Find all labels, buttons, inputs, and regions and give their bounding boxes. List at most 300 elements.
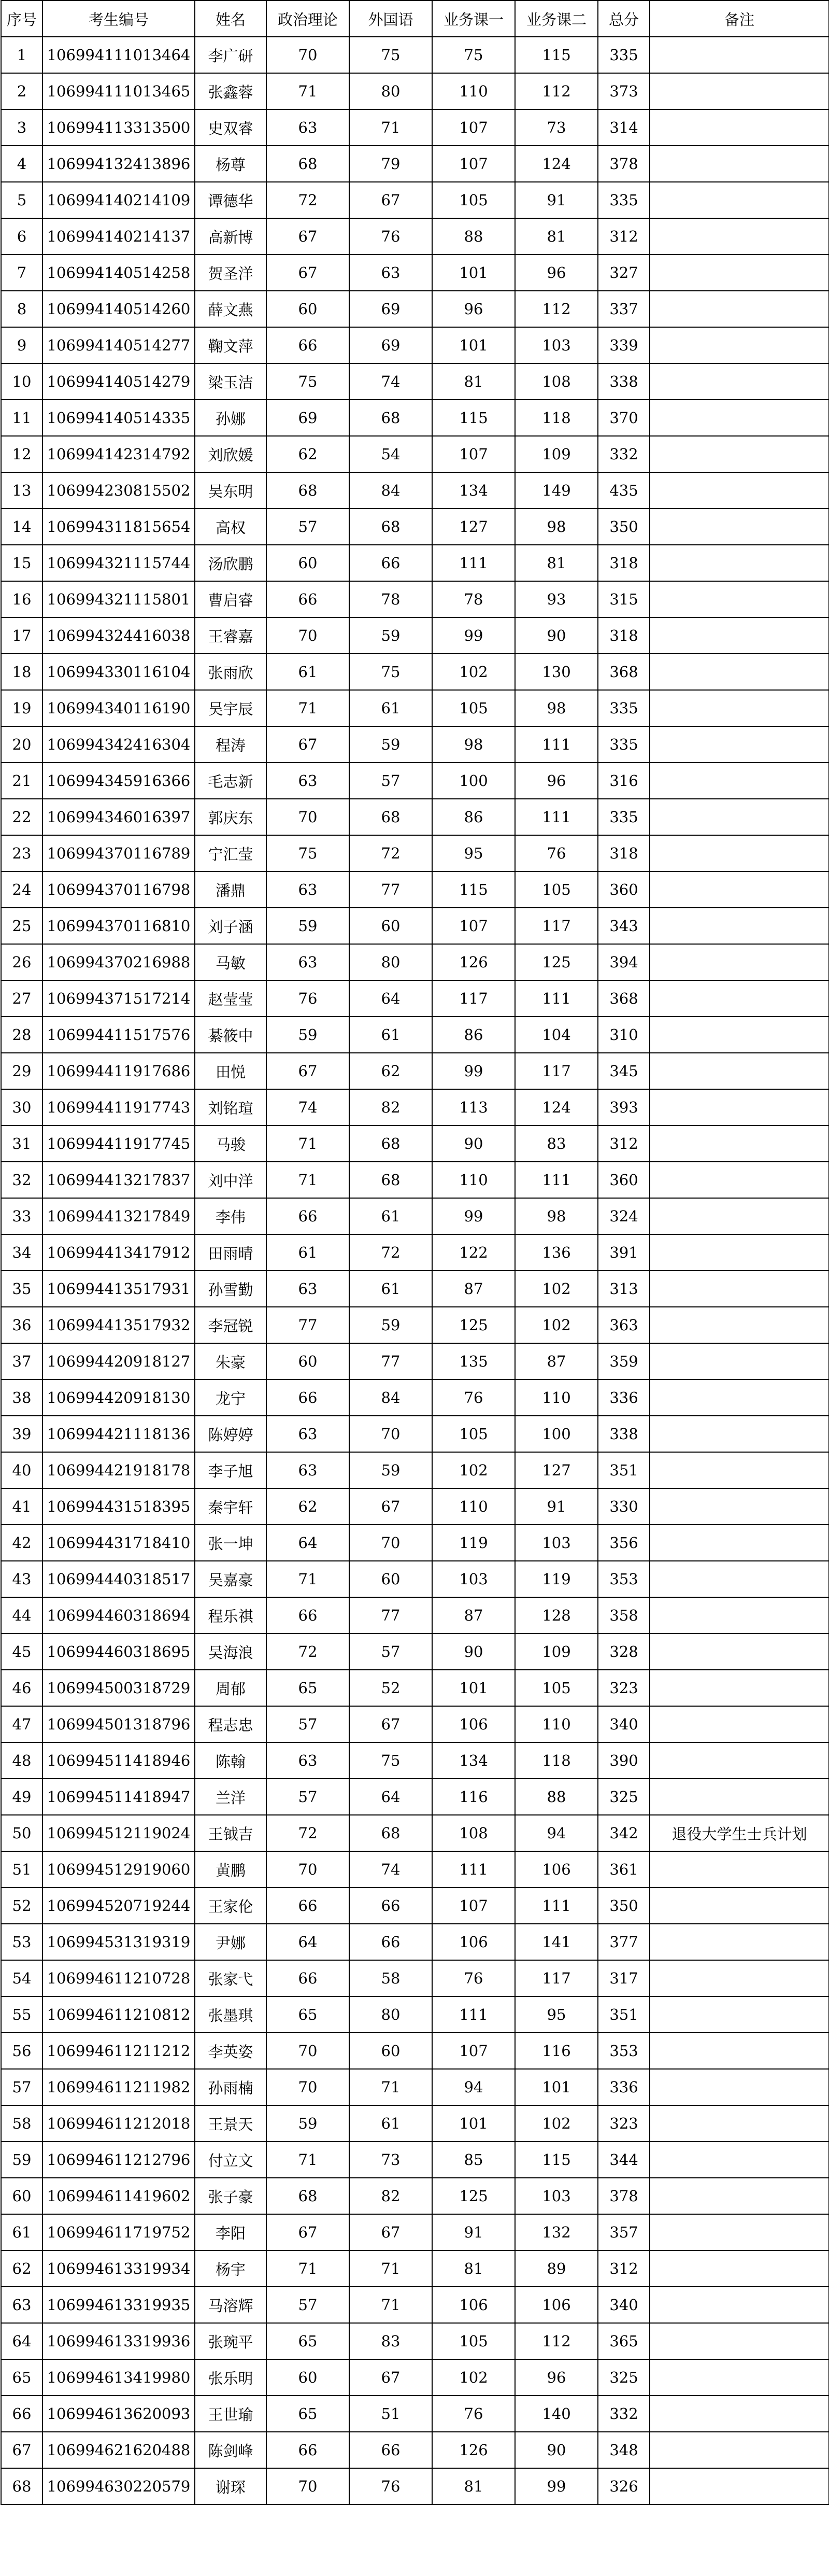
cell-remark — [650, 1960, 829, 1996]
cell-exam-id: 106994330116104 — [42, 654, 195, 690]
cell-total: 378 — [598, 2178, 650, 2214]
cell-subject-two: 117 — [515, 908, 598, 944]
cell-subject-two: 81 — [515, 218, 598, 255]
cell-exam-id: 106994611210728 — [42, 1960, 195, 1996]
table-row — [1, 2287, 829, 2323]
table-row — [1, 2105, 829, 2142]
cell-foreign-language: 60 — [349, 1561, 432, 1597]
cell-total: 338 — [598, 1416, 650, 1452]
cell-exam-id: 106994340116190 — [42, 690, 195, 726]
cell-remark — [650, 1452, 829, 1488]
cell-remark — [650, 2468, 829, 2504]
cell-subject-two: 99 — [515, 2468, 598, 2504]
cell-serial: 50 — [1, 1815, 42, 1851]
cell-politics: 72 — [266, 1815, 349, 1851]
cell-exam-id: 106994511418947 — [42, 1779, 195, 1815]
cell-foreign-language: 68 — [349, 1815, 432, 1851]
cell-total: 357 — [598, 2214, 650, 2250]
cell-total: 323 — [598, 1670, 650, 1706]
cell-subject-two: 127 — [515, 1452, 598, 1488]
cell-name: 周郁 — [195, 1670, 266, 1706]
cell-subject-one: 134 — [432, 472, 515, 509]
cell-subject-two: 112 — [515, 291, 598, 327]
table-row — [1, 690, 829, 726]
cell-politics: 60 — [266, 1343, 349, 1380]
cell-serial: 8 — [1, 291, 42, 327]
cell-subject-two: 73 — [515, 109, 598, 146]
cell-remark — [650, 1089, 829, 1125]
cell-serial: 48 — [1, 1742, 42, 1779]
cell-subject-two: 102 — [515, 2105, 598, 2142]
cell-total: 335 — [598, 799, 650, 835]
cell-politics: 60 — [266, 2359, 349, 2396]
cell-total: 316 — [598, 763, 650, 799]
cell-exam-id: 106994613620093 — [42, 2396, 195, 2432]
cell-exam-id: 106994611210812 — [42, 1996, 195, 2033]
cell-politics: 61 — [266, 1234, 349, 1271]
cell-remark — [650, 1888, 829, 1924]
cell-foreign-language: 79 — [349, 146, 432, 182]
cell-exam-id: 106994321115801 — [42, 581, 195, 617]
cell-remark — [650, 1779, 829, 1815]
cell-total: 343 — [598, 908, 650, 944]
cell-subject-one: 106 — [432, 1924, 515, 1960]
cell-name: 陈翰 — [195, 1742, 266, 1779]
cell-total: 312 — [598, 1125, 650, 1162]
cell-exam-id: 106994421918178 — [42, 1452, 195, 1488]
cell-total: 326 — [598, 2468, 650, 2504]
cell-foreign-language: 67 — [349, 182, 432, 218]
cell-serial: 58 — [1, 2105, 42, 2142]
cell-remark — [650, 255, 829, 291]
cell-remark — [650, 1234, 829, 1271]
cell-name: 王睿嘉 — [195, 617, 266, 654]
cell-subject-two: 104 — [515, 1017, 598, 1053]
cell-exam-id: 106994413517931 — [42, 1271, 195, 1307]
cell-total: 325 — [598, 2359, 650, 2396]
cell-politics: 77 — [266, 1307, 349, 1343]
table-row — [1, 545, 829, 581]
cell-politics: 72 — [266, 182, 349, 218]
table-row — [1, 2069, 829, 2105]
cell-subject-one: 110 — [432, 1488, 515, 1525]
cell-exam-id: 106994501318796 — [42, 1706, 195, 1742]
cell-subject-one: 98 — [432, 726, 515, 763]
cell-subject-two: 103 — [515, 327, 598, 363]
cell-subject-one: 107 — [432, 1888, 515, 1924]
table-row — [1, 1089, 829, 1125]
cell-foreign-language: 77 — [349, 871, 432, 908]
table-row — [1, 37, 829, 73]
table-row — [1, 1996, 829, 2033]
cell-name: 杨尊 — [195, 146, 266, 182]
cell-remark — [650, 1198, 829, 1234]
cell-name: 李伟 — [195, 1198, 266, 1234]
cell-politics: 61 — [266, 654, 349, 690]
table-row — [1, 291, 829, 327]
cell-exam-id: 106994431718410 — [42, 1525, 195, 1561]
cell-name: 陈婷婷 — [195, 1416, 266, 1452]
cell-remark — [650, 2142, 829, 2178]
cell-serial: 6 — [1, 218, 42, 255]
cell-foreign-language: 57 — [349, 1634, 432, 1670]
cell-exam-id: 106994531319319 — [42, 1924, 195, 1960]
cell-total: 378 — [598, 146, 650, 182]
cell-foreign-language: 61 — [349, 1271, 432, 1307]
cell-foreign-language: 66 — [349, 545, 432, 581]
cell-exam-id: 106994611719752 — [42, 2214, 195, 2250]
cell-serial: 17 — [1, 617, 42, 654]
cell-remark — [650, 980, 829, 1017]
cell-serial: 54 — [1, 1960, 42, 1996]
cell-name: 刘铭瑄 — [195, 1089, 266, 1125]
table-row — [1, 1670, 829, 1706]
cell-remark — [650, 1343, 829, 1380]
cell-remark — [650, 218, 829, 255]
cell-subject-two: 105 — [515, 1670, 598, 1706]
cell-name: 孙娜 — [195, 400, 266, 436]
cell-subject-one: 99 — [432, 1053, 515, 1089]
cell-name: 王家伦 — [195, 1888, 266, 1924]
cell-subject-two: 117 — [515, 1960, 598, 1996]
cell-foreign-language: 71 — [349, 2287, 432, 2323]
cell-politics: 67 — [266, 255, 349, 291]
cell-subject-one: 81 — [432, 2468, 515, 2504]
cell-politics: 72 — [266, 1634, 349, 1670]
cell-serial: 55 — [1, 1996, 42, 2033]
cell-remark — [650, 2105, 829, 2142]
table-row — [1, 1960, 829, 1996]
cell-serial: 40 — [1, 1452, 42, 1488]
cell-total: 356 — [598, 1525, 650, 1561]
cell-foreign-language: 57 — [349, 763, 432, 799]
cell-serial: 66 — [1, 2396, 42, 2432]
cell-subject-two: 102 — [515, 1307, 598, 1343]
cell-name: 郭庆东 — [195, 799, 266, 835]
cell-subject-one: 116 — [432, 1779, 515, 1815]
cell-foreign-language: 52 — [349, 1670, 432, 1706]
cell-subject-two: 88 — [515, 1779, 598, 1815]
cell-politics: 57 — [266, 1779, 349, 1815]
cell-subject-two: 136 — [515, 1234, 598, 1271]
cell-subject-one: 88 — [432, 218, 515, 255]
cell-serial: 60 — [1, 2178, 42, 2214]
cell-exam-id: 106994440318517 — [42, 1561, 195, 1597]
cell-subject-one: 87 — [432, 1597, 515, 1634]
cell-serial: 18 — [1, 654, 42, 690]
cell-subject-one: 91 — [432, 2214, 515, 2250]
cell-total: 350 — [598, 509, 650, 545]
cell-total: 353 — [598, 1561, 650, 1597]
cell-foreign-language: 66 — [349, 1924, 432, 1960]
header-name: 姓名 — [195, 1, 266, 37]
cell-exam-id: 106994413217837 — [42, 1162, 195, 1198]
cell-subject-two: 95 — [515, 1996, 598, 2033]
cell-remark — [650, 2323, 829, 2359]
cell-subject-one: 102 — [432, 1452, 515, 1488]
cell-subject-one: 101 — [432, 1670, 515, 1706]
cell-subject-two: 119 — [515, 1561, 598, 1597]
table-row — [1, 1525, 829, 1561]
cell-foreign-language: 67 — [349, 2214, 432, 2250]
cell-total: 318 — [598, 545, 650, 581]
table-row — [1, 1234, 829, 1271]
cell-name: 张雨欣 — [195, 654, 266, 690]
cell-politics: 57 — [266, 509, 349, 545]
cell-remark — [650, 109, 829, 146]
cell-politics: 71 — [266, 690, 349, 726]
cell-politics: 63 — [266, 1742, 349, 1779]
cell-subject-one: 108 — [432, 1815, 515, 1851]
cell-name: 杨宇 — [195, 2250, 266, 2287]
cell-serial: 13 — [1, 472, 42, 509]
table-row — [1, 1343, 829, 1380]
cell-politics: 60 — [266, 291, 349, 327]
cell-serial: 25 — [1, 908, 42, 944]
cell-name: 王钺吉 — [195, 1815, 266, 1851]
cell-name: 宁汇莹 — [195, 835, 266, 871]
cell-politics: 70 — [266, 1851, 349, 1888]
cell-name: 付立文 — [195, 2142, 266, 2178]
table-row — [1, 2468, 829, 2504]
cell-exam-id: 106994342416304 — [42, 726, 195, 763]
cell-exam-id: 106994411517576 — [42, 1017, 195, 1053]
cell-subject-one: 95 — [432, 835, 515, 871]
cell-subject-one: 105 — [432, 690, 515, 726]
cell-subject-one: 110 — [432, 1162, 515, 1198]
cell-subject-two: 118 — [515, 400, 598, 436]
cell-serial: 19 — [1, 690, 42, 726]
cell-foreign-language: 54 — [349, 436, 432, 472]
cell-subject-two: 111 — [515, 799, 598, 835]
cell-total: 337 — [598, 291, 650, 327]
cell-subject-one: 75 — [432, 37, 515, 73]
cell-total: 351 — [598, 1996, 650, 2033]
cell-total: 393 — [598, 1089, 650, 1125]
cell-subject-one: 126 — [432, 944, 515, 980]
cell-subject-two: 110 — [515, 1706, 598, 1742]
cell-name: 汤欣鹏 — [195, 545, 266, 581]
cell-serial: 39 — [1, 1416, 42, 1452]
cell-politics: 65 — [266, 1996, 349, 2033]
cell-serial: 12 — [1, 436, 42, 472]
cell-exam-id: 106994132413896 — [42, 146, 195, 182]
cell-name: 程涛 — [195, 726, 266, 763]
cell-serial: 64 — [1, 2323, 42, 2359]
table-row — [1, 581, 829, 617]
table-row — [1, 1851, 829, 1888]
header-subject-one: 业务课一 — [432, 1, 515, 37]
admission-score-table — [1, 0, 829, 2505]
cell-politics: 65 — [266, 1670, 349, 1706]
cell-name: 吴宇辰 — [195, 690, 266, 726]
cell-politics: 75 — [266, 835, 349, 871]
table-row — [1, 1162, 829, 1198]
cell-politics: 70 — [266, 617, 349, 654]
cell-politics: 71 — [266, 1561, 349, 1597]
cell-subject-one: 86 — [432, 799, 515, 835]
cell-serial: 57 — [1, 2069, 42, 2105]
cell-name: 毛志新 — [195, 763, 266, 799]
cell-name: 秦宇轩 — [195, 1488, 266, 1525]
cell-subject-one: 122 — [432, 1234, 515, 1271]
cell-subject-two: 109 — [515, 436, 598, 472]
cell-exam-id: 106994345916366 — [42, 763, 195, 799]
cell-subject-two: 93 — [515, 581, 598, 617]
cell-politics: 63 — [266, 1452, 349, 1488]
cell-serial: 56 — [1, 2033, 42, 2069]
cell-foreign-language: 63 — [349, 255, 432, 291]
cell-politics: 66 — [266, 1380, 349, 1416]
cell-name: 张鑫蓉 — [195, 73, 266, 109]
cell-subject-two: 100 — [515, 1416, 598, 1452]
cell-remark — [650, 1162, 829, 1198]
cell-remark — [650, 472, 829, 509]
cell-remark — [650, 2178, 829, 2214]
cell-remark — [650, 1488, 829, 1525]
table-row — [1, 944, 829, 980]
cell-total: 314 — [598, 109, 650, 146]
cell-remark — [650, 835, 829, 871]
cell-total: 348 — [598, 2432, 650, 2468]
cell-foreign-language: 70 — [349, 1525, 432, 1561]
cell-total: 338 — [598, 363, 650, 400]
cell-serial: 2 — [1, 73, 42, 109]
cell-subject-one: 117 — [432, 980, 515, 1017]
cell-politics: 70 — [266, 37, 349, 73]
table-row — [1, 1888, 829, 1924]
cell-politics: 67 — [266, 1053, 349, 1089]
cell-foreign-language: 61 — [349, 690, 432, 726]
table-row — [1, 218, 829, 255]
cell-subject-two: 94 — [515, 1815, 598, 1851]
cell-total: 359 — [598, 1343, 650, 1380]
cell-total: 332 — [598, 436, 650, 472]
cell-foreign-language: 72 — [349, 1234, 432, 1271]
cell-subject-one: 125 — [432, 1307, 515, 1343]
cell-serial: 20 — [1, 726, 42, 763]
cell-serial: 29 — [1, 1053, 42, 1089]
cell-politics: 59 — [266, 908, 349, 944]
cell-exam-id: 106994140514258 — [42, 255, 195, 291]
cell-serial: 15 — [1, 545, 42, 581]
cell-foreign-language: 73 — [349, 2142, 432, 2178]
cell-exam-id: 106994611419602 — [42, 2178, 195, 2214]
cell-politics: 70 — [266, 799, 349, 835]
cell-serial: 11 — [1, 400, 42, 436]
cell-name: 马骏 — [195, 1125, 266, 1162]
cell-subject-one: 96 — [432, 291, 515, 327]
cell-foreign-language: 80 — [349, 944, 432, 980]
cell-politics: 66 — [266, 1960, 349, 1996]
cell-remark — [650, 363, 829, 400]
table-row — [1, 2359, 829, 2396]
cell-foreign-language: 82 — [349, 1089, 432, 1125]
table-row — [1, 2178, 829, 2214]
cell-subject-one: 81 — [432, 363, 515, 400]
cell-exam-id: 106994621620488 — [42, 2432, 195, 2468]
cell-subject-one: 125 — [432, 2178, 515, 2214]
cell-name: 王景天 — [195, 2105, 266, 2142]
table-row — [1, 509, 829, 545]
cell-exam-id: 106994613419980 — [42, 2359, 195, 2396]
table-row — [1, 255, 829, 291]
cell-politics: 62 — [266, 436, 349, 472]
cell-total: 435 — [598, 472, 650, 509]
cell-subject-one: 105 — [432, 182, 515, 218]
cell-remark — [650, 2250, 829, 2287]
cell-politics: 71 — [266, 2142, 349, 2178]
cell-total: 332 — [598, 2396, 650, 2432]
cell-serial: 47 — [1, 1706, 42, 1742]
cell-exam-id: 106994611211982 — [42, 2069, 195, 2105]
cell-subject-one: 99 — [432, 1198, 515, 1234]
cell-subject-one: 119 — [432, 1525, 515, 1561]
cell-name: 刘子涵 — [195, 908, 266, 944]
cell-serial: 51 — [1, 1851, 42, 1888]
table-row — [1, 1380, 829, 1416]
table-row — [1, 799, 829, 835]
table-row — [1, 1815, 829, 1851]
cell-politics: 57 — [266, 1706, 349, 1742]
cell-remark — [650, 1125, 829, 1162]
cell-politics: 66 — [266, 1198, 349, 1234]
cell-remark — [650, 509, 829, 545]
cell-serial: 52 — [1, 1888, 42, 1924]
cell-subject-two: 87 — [515, 1343, 598, 1380]
cell-serial: 61 — [1, 2214, 42, 2250]
cell-total: 318 — [598, 835, 650, 871]
cell-exam-id: 106994142314792 — [42, 436, 195, 472]
cell-subject-one: 106 — [432, 1706, 515, 1742]
cell-serial: 36 — [1, 1307, 42, 1343]
cell-total: 340 — [598, 2287, 650, 2323]
table-row — [1, 2323, 829, 2359]
cell-name: 高新博 — [195, 218, 266, 255]
cell-name: 马溶辉 — [195, 2287, 266, 2323]
cell-subject-one: 90 — [432, 1634, 515, 1670]
table-row — [1, 1597, 829, 1634]
cell-exam-id: 106994140514279 — [42, 363, 195, 400]
table-row — [1, 2033, 829, 2069]
cell-total: 368 — [598, 980, 650, 1017]
cell-total: 327 — [598, 255, 650, 291]
cell-exam-id: 106994140514335 — [42, 400, 195, 436]
cell-total: 390 — [598, 1742, 650, 1779]
table-row — [1, 472, 829, 509]
cell-name: 张子豪 — [195, 2178, 266, 2214]
cell-remark — [650, 944, 829, 980]
table-body — [1, 37, 829, 2504]
cell-foreign-language: 67 — [349, 1488, 432, 1525]
cell-subject-two: 91 — [515, 182, 598, 218]
cell-remark — [650, 1525, 829, 1561]
cell-remark — [650, 1017, 829, 1053]
cell-foreign-language: 66 — [349, 1888, 432, 1924]
table-row — [1, 1198, 829, 1234]
table-row — [1, 146, 829, 182]
cell-foreign-language: 68 — [349, 1125, 432, 1162]
cell-remark — [650, 1271, 829, 1307]
cell-subject-one: 99 — [432, 617, 515, 654]
cell-serial: 14 — [1, 509, 42, 545]
cell-total: 342 — [598, 1815, 650, 1851]
cell-foreign-language: 59 — [349, 726, 432, 763]
cell-name: 孙雪勤 — [195, 1271, 266, 1307]
cell-name: 张家弋 — [195, 1960, 266, 1996]
cell-exam-id: 106994113313500 — [42, 109, 195, 146]
cell-remark — [650, 291, 829, 327]
